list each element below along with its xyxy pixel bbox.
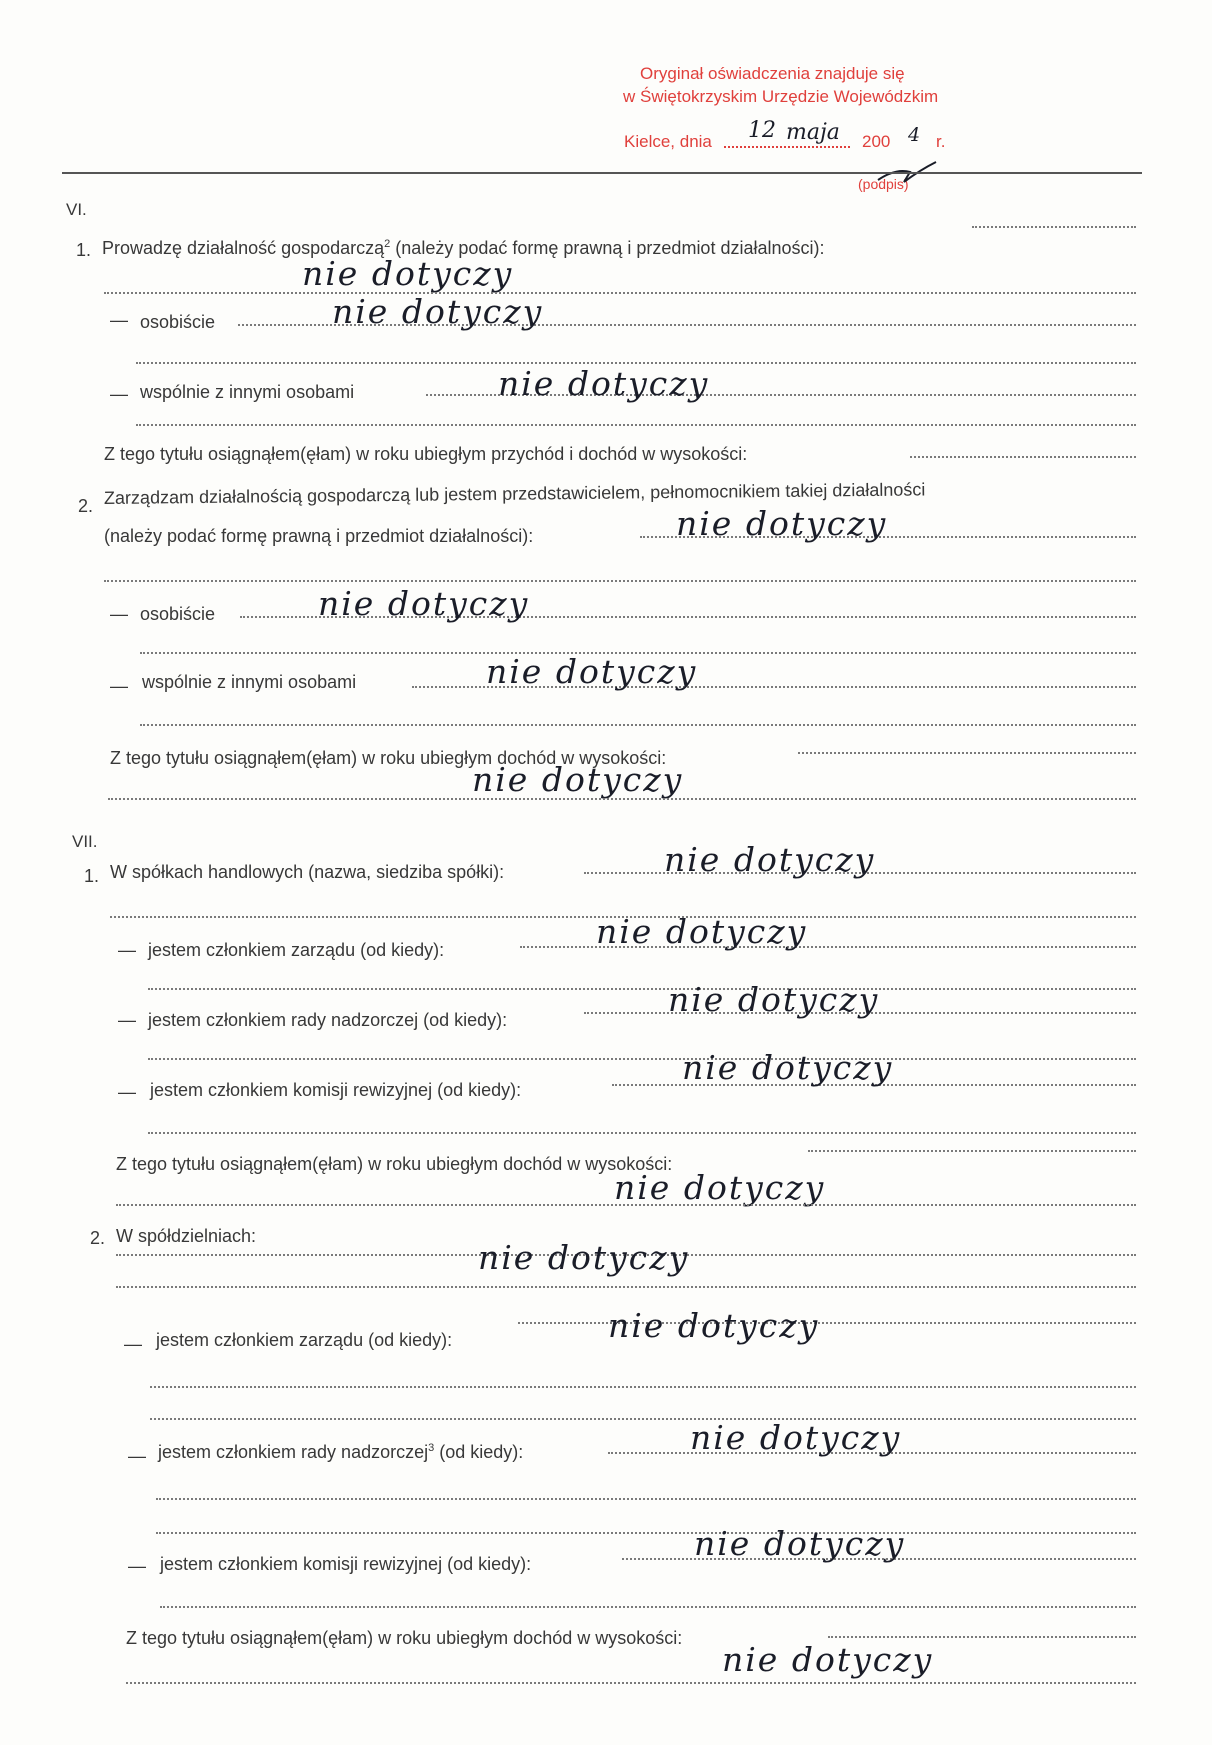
handwriting-answer: nie dotyczy — [478, 1238, 690, 1277]
handwriting-answer: nie dotyczy — [722, 1640, 934, 1679]
vii-2-income-label: Z tego tytułu osiągnąłem(ęłam) w roku ubiegłym dochód w wysokości: — [126, 1628, 683, 1648]
stamp-line-1: Oryginał oświadczenia znajduje się — [640, 64, 905, 83]
vii-2-label: W spółdzielniach: — [116, 1226, 257, 1246]
field-line — [972, 226, 1136, 228]
handwriting-answer: nie dotyczy — [694, 1524, 906, 1563]
field-line — [148, 1058, 1136, 1060]
field-line — [104, 292, 1136, 294]
handwriting-answer: nie dotyczy — [498, 364, 710, 403]
vi-2-income-label: Z tego tytułu osiągnąłem(ęłam) w roku ubiegłym dochód w wysokości: — [110, 748, 667, 768]
handwriting-answer: nie dotyczy — [472, 760, 684, 799]
handwriting-answer: nie dotyczy — [682, 1048, 894, 1087]
field-line — [126, 1682, 1136, 1684]
field-line — [160, 1606, 1136, 1608]
field-line — [156, 1498, 1136, 1500]
field-line — [150, 1386, 1136, 1388]
field-line — [136, 424, 1136, 426]
stamp-date-month: maja — [786, 120, 840, 145]
handwriting-answer: nie dotyczy — [486, 652, 698, 691]
stamp-date-dots — [724, 146, 850, 148]
stamp-date-day: 12 — [748, 118, 776, 143]
vi-1-income-label: Z tego tytułu osiągnąłem(ęłam) w roku ubiegłym przychód i dochód w wysokości: — [104, 444, 748, 464]
vi-2-osobiscie-label: osobiście — [140, 604, 216, 624]
dash: — — [128, 1556, 146, 1576]
vi-1-number: 1. — [76, 240, 92, 260]
vii-2-number: 2. — [90, 1228, 106, 1248]
dash: — — [118, 940, 136, 960]
field-line — [116, 1286, 1136, 1288]
stamp-signature-label: (podpis) — [858, 176, 909, 192]
stamp-date-year-digit: 4 — [908, 124, 921, 146]
field-line — [108, 798, 1136, 800]
handwriting-answer: nie dotyczy — [664, 840, 876, 879]
vi-1-wspolnie-label: wspólnie z innymi osobami — [140, 382, 355, 402]
dash: — — [110, 310, 128, 330]
vii-2-rada-label: jestem członkiem rady nadzorczej$^3$ (od kiedy): — [158, 1442, 524, 1462]
vii-1-rada-label: jestem członkiem rady nadzorczej (od kiedy): — [148, 1010, 508, 1030]
handwriting-answer: nie dotyczy — [596, 912, 808, 951]
field-line — [828, 1636, 1136, 1638]
vi-2-label-line2: (należy podać formę prawną i przedmiot działalności): — [104, 526, 534, 546]
field-line — [150, 1418, 1136, 1420]
field-line — [104, 580, 1136, 582]
vi-2-label-line1: Zarządzam działalnością gospodarczą lub jestem przedstawicielem, pełnomocnikiem takiej działalności — [103, 479, 926, 508]
field-line — [910, 456, 1136, 458]
field-line — [148, 1132, 1136, 1134]
vii-1-number: 1. — [84, 866, 100, 886]
handwriting-answer: nie dotyczy — [302, 254, 514, 293]
stamp-date-end: r. — [936, 132, 946, 151]
field-line — [156, 1532, 1136, 1534]
dash: — — [110, 384, 128, 404]
handwriting-answer: nie dotyczy — [608, 1306, 820, 1345]
field-line — [140, 724, 1136, 726]
section-vii-heading: VII. — [72, 832, 98, 851]
field-line — [148, 988, 1136, 990]
vi-1-label: Prowadzę działalność gospodarczą$^2$ (należy podać formę prawną i przedmiot działalności): — [102, 238, 825, 258]
handwriting-answer: nie dotyczy — [676, 504, 888, 543]
dash: — — [128, 1446, 146, 1466]
field-line — [808, 1150, 1136, 1152]
vii-1-komisja-label: jestem członkiem komisji rewizyjnej (od kiedy): — [150, 1080, 522, 1100]
dash: — — [118, 1082, 136, 1102]
dash: — — [110, 604, 128, 624]
handwriting-answer: nie dotyczy — [614, 1168, 826, 1207]
stamp-date-year: 200 — [862, 132, 891, 151]
vi-1-osobiscie-label: osobiście — [140, 312, 216, 332]
handwriting-answer: nie dotyczy — [668, 980, 880, 1019]
dash: — — [124, 1334, 142, 1354]
handwriting-answer: nie dotyczy — [690, 1418, 902, 1457]
vii-1-zarzad-label: jestem członkiem zarządu (od kiedy): — [148, 940, 445, 960]
dash: — — [118, 1010, 136, 1030]
field-line — [116, 1204, 1136, 1206]
stamp-date-prefix: Kielce, dnia — [624, 132, 712, 151]
vi-2-wspolnie-label: wspólnie z innymi osobami — [142, 672, 357, 692]
stamp-line-2: w Świętokrzyskim Urzędzie Wojewódzkim — [623, 87, 939, 106]
section-vi-heading: VI. — [66, 200, 87, 219]
vii-1-income-label: Z tego tytułu osiągnąłem(ęłam) w roku ubiegłym dochód w wysokości: — [116, 1154, 673, 1174]
handwriting-answer: nie dotyczy — [318, 584, 530, 623]
handwriting-answer: nie dotyczy — [332, 292, 544, 331]
dash: — — [110, 676, 128, 696]
field-line — [798, 752, 1136, 754]
vii-2-komisja-label: jestem członkiem komisji rewizyjnej (od kiedy): — [160, 1554, 532, 1574]
vi-2-number: 2. — [78, 496, 94, 516]
vii-2-zarzad-label: jestem członkiem zarządu (od kiedy): — [156, 1330, 453, 1350]
header-rule — [62, 172, 1142, 174]
vii-1-label: W spółkach handlowych (nazwa, siedziba spółki): — [110, 862, 505, 882]
